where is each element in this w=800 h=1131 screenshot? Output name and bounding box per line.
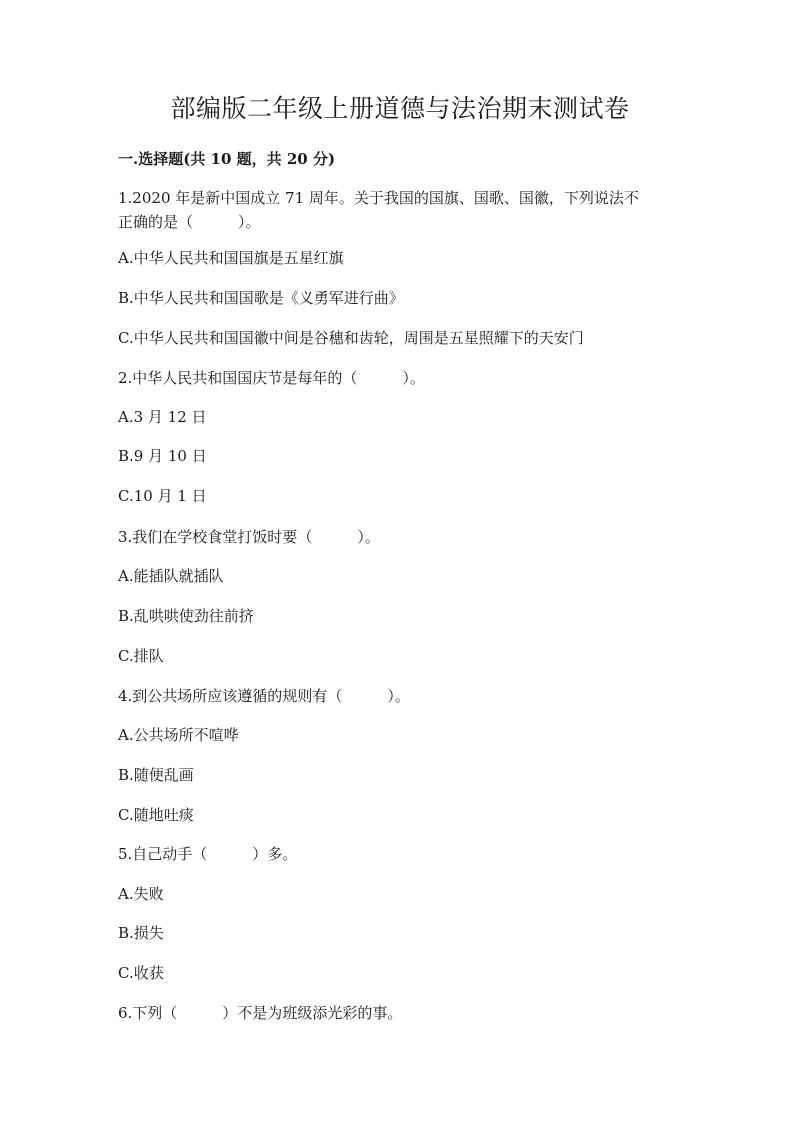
- question-1-option-a: A.中华人民共和国国旗是五星红旗: [118, 249, 344, 267]
- question-3-option-a: A.能插队就插队: [118, 567, 224, 585]
- question-2-stem: 2.中华人民共和国国庆节是每年的（ ）。: [118, 369, 425, 387]
- question-1-option-c: C.中华人民共和国国徽中间是谷穗和齿轮，周围是五星照耀下的天安门: [118, 329, 584, 347]
- question-4-option-c: C.随地吐痰: [118, 806, 194, 824]
- question-5-option-a: A.失败: [118, 885, 164, 903]
- question-1-stem-continued: 正确的是（ ）。: [118, 213, 261, 231]
- question-3-option-b: B.乱哄哄使劲往前挤: [118, 607, 254, 625]
- question-4-stem: 4.到公共场所应该遵循的规则有（ ）。: [118, 687, 410, 705]
- question-3-option-c: C.排队: [118, 647, 164, 665]
- question-2-option-c: C.10 月 1 日: [118, 487, 207, 505]
- question-4-option-a: A.公共场所不喧哗: [118, 726, 239, 744]
- question-6-stem: 6.下列（ ）不是为班级添光彩的事。: [118, 1004, 403, 1022]
- question-2-option-a: A.3 月 12 日: [118, 408, 207, 426]
- question-1-option-b: B.中华人民共和国国歌是《义勇军进行曲》: [118, 289, 404, 307]
- question-2-option-b: B.9 月 10 日: [118, 447, 207, 465]
- question-4-option-b: B.随便乱画: [118, 766, 194, 784]
- section-heading: 一.选择题(共 10 题，共 20 分): [118, 150, 336, 168]
- question-5-option-c: C.收获: [118, 964, 164, 982]
- question-3-stem: 3.我们在学校食堂打饭时要（ ）。: [118, 528, 380, 546]
- page-title: 部编版二年级上册道德与法治期末测试卷: [170, 94, 630, 123]
- question-5-option-b: B.损失: [118, 924, 164, 942]
- question-5-stem: 5.自己动手（ ）多。: [118, 845, 298, 863]
- question-1-stem: 1.2020 年是新中国成立 71 周年。关于我国的国旗、国歌、国徽，下列说法不: [118, 189, 639, 207]
